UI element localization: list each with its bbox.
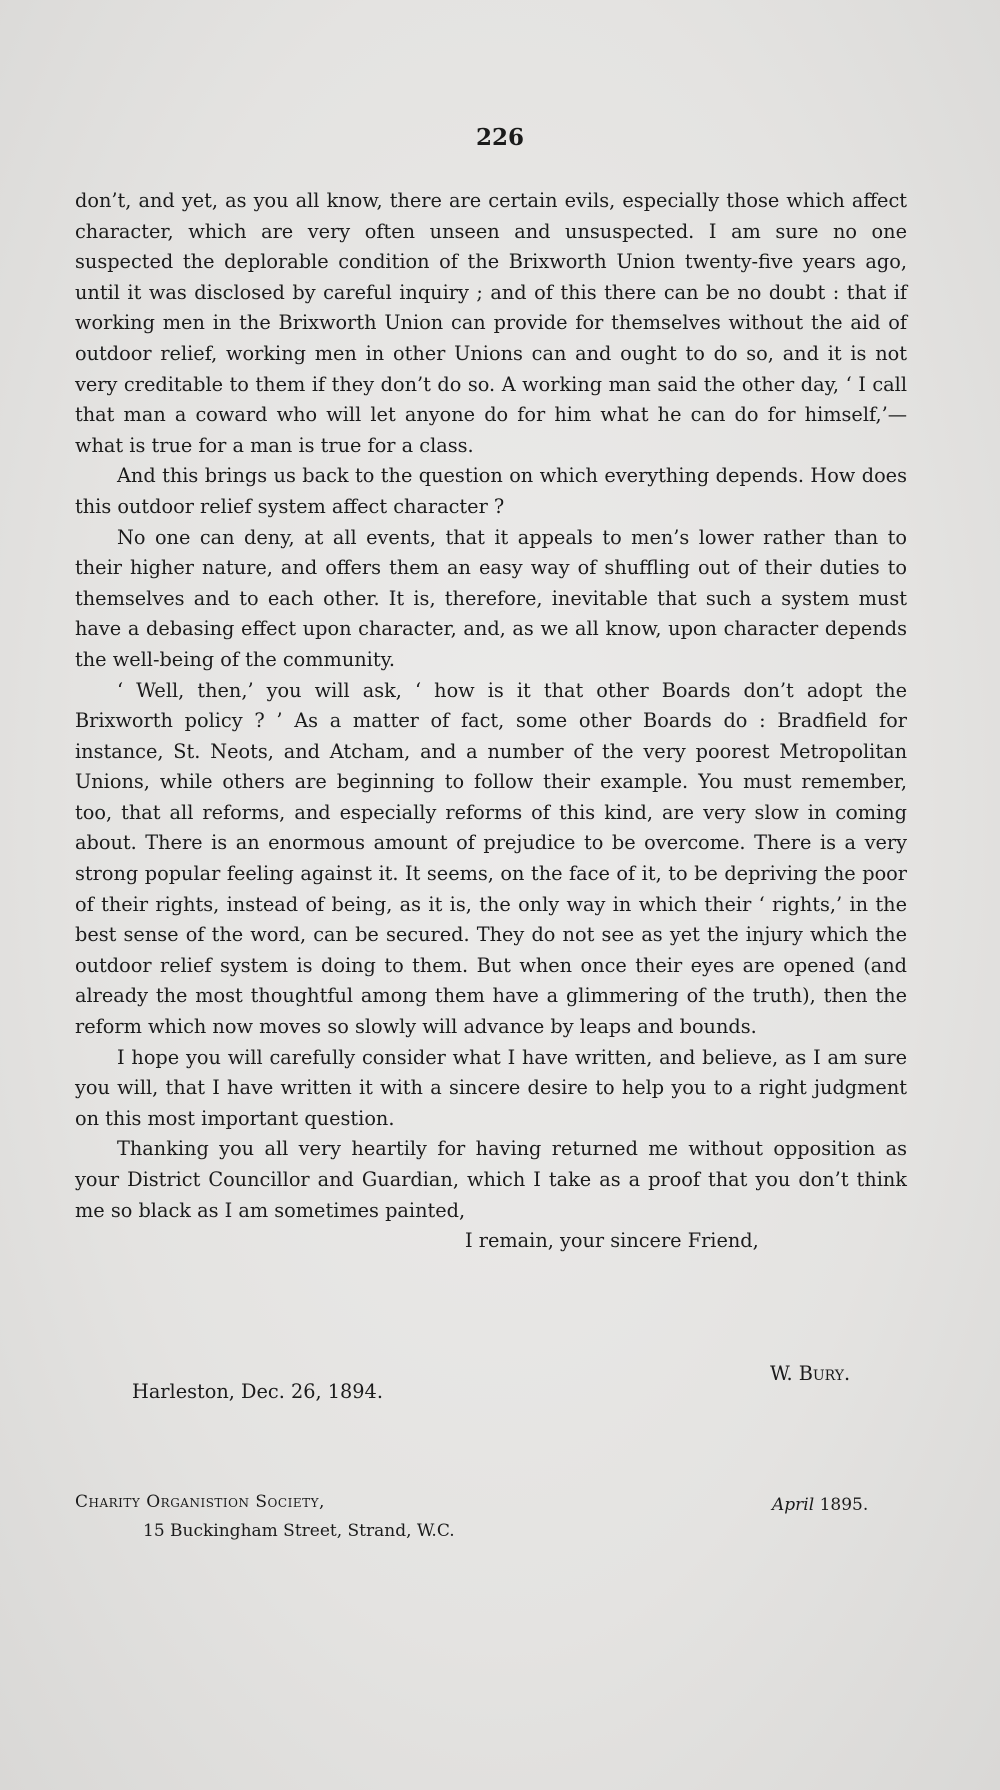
paragraph-3: No one can deny, at all events, that it appeals to men’s lower rather than to their higher nature, and offers them an easy way of shuffling out of their duties to themselves and to each other. It is, therefore, inevitable that such a system must have a debasing effect upon character, and, as we all know, upon character depends the well-being of the community. <box>75 525 907 671</box>
paragraph-2: And this brings us back to the question on which everything depends. How does this outdoor relief system affect character ? <box>75 464 907 518</box>
signature-initial: W. B <box>770 1362 813 1385</box>
publisher-address: 15 Buckingham Street, Strand, W.C. <box>143 1521 455 1541</box>
page-number: 226 <box>475 124 524 151</box>
signature-rest: ury. <box>812 1362 851 1385</box>
closing-line: I remain, your sincere Friend, <box>465 1229 759 1253</box>
paragraph-1: don’t, and yet, as you all know, there are certain evils, especially those which affect character, which are very often unseen and unsuspected. I am sure no one suspected the deplorable condition of the Brixworth Union twenty-five years ago, until it was disclosed by careful inquiry ; and of this there can be no doubt : that if working men in the Brixworth Union can provide for themselves without the aid of outdoor relief, working men in other Unions can and ought to do so, and it is not very creditable to them if they don’t do so. A working man said the other day, ‘ I call that man a coward who will let anyone do for him what he can do for himself,’—what is true for a man is true for a class. <box>75 189 907 457</box>
publisher-name: Charity Organistion Society, <box>75 1492 325 1512</box>
paragraph-5: I hope you will carefully consider what I have written, and believe, as I am sure you will, that I have written it with a sincere desire to help you to a right judgment on this most important question. <box>75 1045 907 1130</box>
signature <box>770 1362 850 1385</box>
paragraph-4: ‘ Well, then,’ you will ask, ‘ how is it that other Boards don’t adopt the Brixworth policy ? ’ As a matter of fact, some other Boards do : Bradfield for instance, St. Neots, and Atcham, and a number of the very poorest Metropolitan Unions, while others are beginning to follow their example. You must remember, too, that all reforms, and especially reforms of this kind, are very slow in coming about. There is an enormous amount of prejudice to be overcome. There is a very strong popular feeling against it. It seems, on the face of it, to be depriving the poor of their rights, instead of being, as it is, the only way in which their ‘ rights,’ in the best sense of the word, can be secured. They do not see as yet the injury which the outdoor relief system is doing to them. But when once their eyes are opened (and already the most thoughtful among them have a glimmering of the truth), then the reform which now moves so slowly will advance by leaps and bounds. <box>75 678 907 1039</box>
publication-month: April <box>772 1495 815 1515</box>
publication-date <box>772 1495 868 1515</box>
letter-body <box>75 186 907 1257</box>
paragraph-6: Thanking you all very heartily for having returned me without opposition as your District Councillor and Guardian, which I take as a proof that you don’t think me so black as I am sometimes painted, <box>75 1137 907 1222</box>
place-date: Harleston, Dec. 26, 1894. <box>132 1380 383 1403</box>
publication-year: 1895. <box>819 1495 869 1515</box>
